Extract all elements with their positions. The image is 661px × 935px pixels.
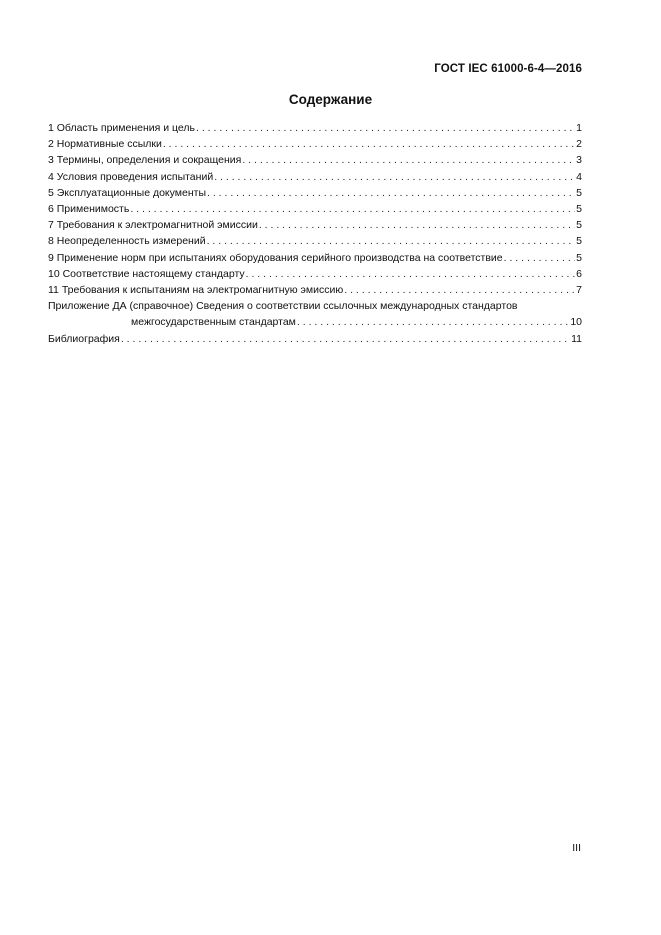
toc-entry[interactable]: [48, 201, 582, 217]
toc-entry-page: 1: [576, 122, 582, 134]
toc-entry[interactable]: [48, 120, 582, 136]
toc-entry-label: 7 Требования к электромагнитной эмиссии: [48, 219, 258, 232]
toc-appendix-heading[interactable]: Приложение ДА (справочное) Сведения о соответствии ссылочных международных стандартов: [48, 300, 518, 313]
toc-entry-label: Библиография: [48, 332, 120, 345]
toc-leader-dots: [130, 201, 575, 217]
toc-entry[interactable]: [48, 152, 582, 168]
toc-entry-page: 5: [576, 235, 582, 248]
toc-leader-dots: [246, 266, 576, 282]
page-number: III: [572, 842, 581, 854]
toc-entry-label: 3 Термины, определения и сокращения: [48, 154, 242, 167]
toc-entry-label: 8 Неопределенность измерений: [48, 235, 206, 248]
toc-entry-page: 5: [576, 219, 582, 232]
table-of-contents: [48, 120, 582, 347]
toc-leader-dots: [121, 331, 570, 347]
toc-entry-page: 5: [576, 251, 582, 264]
toc-leader-dots: [259, 217, 575, 233]
toc-leader-dots: [207, 185, 575, 201]
toc-entry-page: 5: [576, 203, 582, 216]
toc-leader-dots: [196, 120, 575, 136]
toc-entry[interactable]: [48, 169, 582, 185]
toc-entry[interactable]: [48, 282, 582, 298]
toc-leader-dots: [207, 233, 576, 249]
toc-entry-label: 6 Применимость: [48, 203, 130, 216]
toc-leader-dots: [214, 169, 575, 185]
toc-entry-page: 11: [571, 332, 582, 345]
toc-entry-label: 9 Применение норм при испытаниях оборудования серийного производства на соответствие: [48, 251, 503, 264]
toc-leader-dots: [242, 152, 575, 168]
toc-entry-label: 1 Область применения и цель: [48, 122, 195, 134]
toc-entry-page: 10: [570, 316, 582, 329]
toc-bibliography-entry[interactable]: [48, 331, 582, 347]
toc-entry-label: 4 Условия проведения испытаний: [48, 170, 214, 183]
toc-entry[interactable]: [48, 233, 582, 249]
toc-entry[interactable]: [48, 136, 582, 152]
toc-entry-label: 10 Соответствие настоящему стандарту: [48, 267, 245, 280]
toc-entry-page: 4: [576, 170, 582, 183]
toc-entry[interactable]: [48, 217, 582, 233]
toc-entry-page: 3: [576, 154, 582, 167]
toc-leader-dots: [504, 250, 576, 266]
document-code: ГОСТ IEC 61000-6-4—2016: [434, 63, 582, 75]
toc-entry[interactable]: [48, 266, 582, 282]
toc-title: Содержание: [288, 92, 373, 107]
toc-entry[interactable]: [48, 250, 582, 266]
toc-entry-label: межгосударственным стандартам: [131, 316, 296, 329]
toc-leader-dots: [344, 282, 575, 298]
toc-leader-dots: [163, 136, 575, 152]
toc-appendix-entry[interactable]: [48, 314, 582, 330]
toc-entry-page: 2: [576, 138, 582, 151]
toc-entry-label: 2 Нормативные ссылки: [48, 138, 162, 151]
toc-entry-label: 5 Эксплуатационные документы: [48, 186, 206, 199]
toc-entry-page: 6: [576, 267, 582, 280]
toc-entry-label: 11 Требования к испытаниям на электромагнитную эмиссию: [48, 284, 344, 297]
toc-entry-page: 7: [576, 284, 582, 297]
toc-entry-page: 5: [576, 186, 582, 199]
toc-leader-dots: [297, 314, 569, 330]
toc-entry[interactable]: [48, 185, 582, 201]
